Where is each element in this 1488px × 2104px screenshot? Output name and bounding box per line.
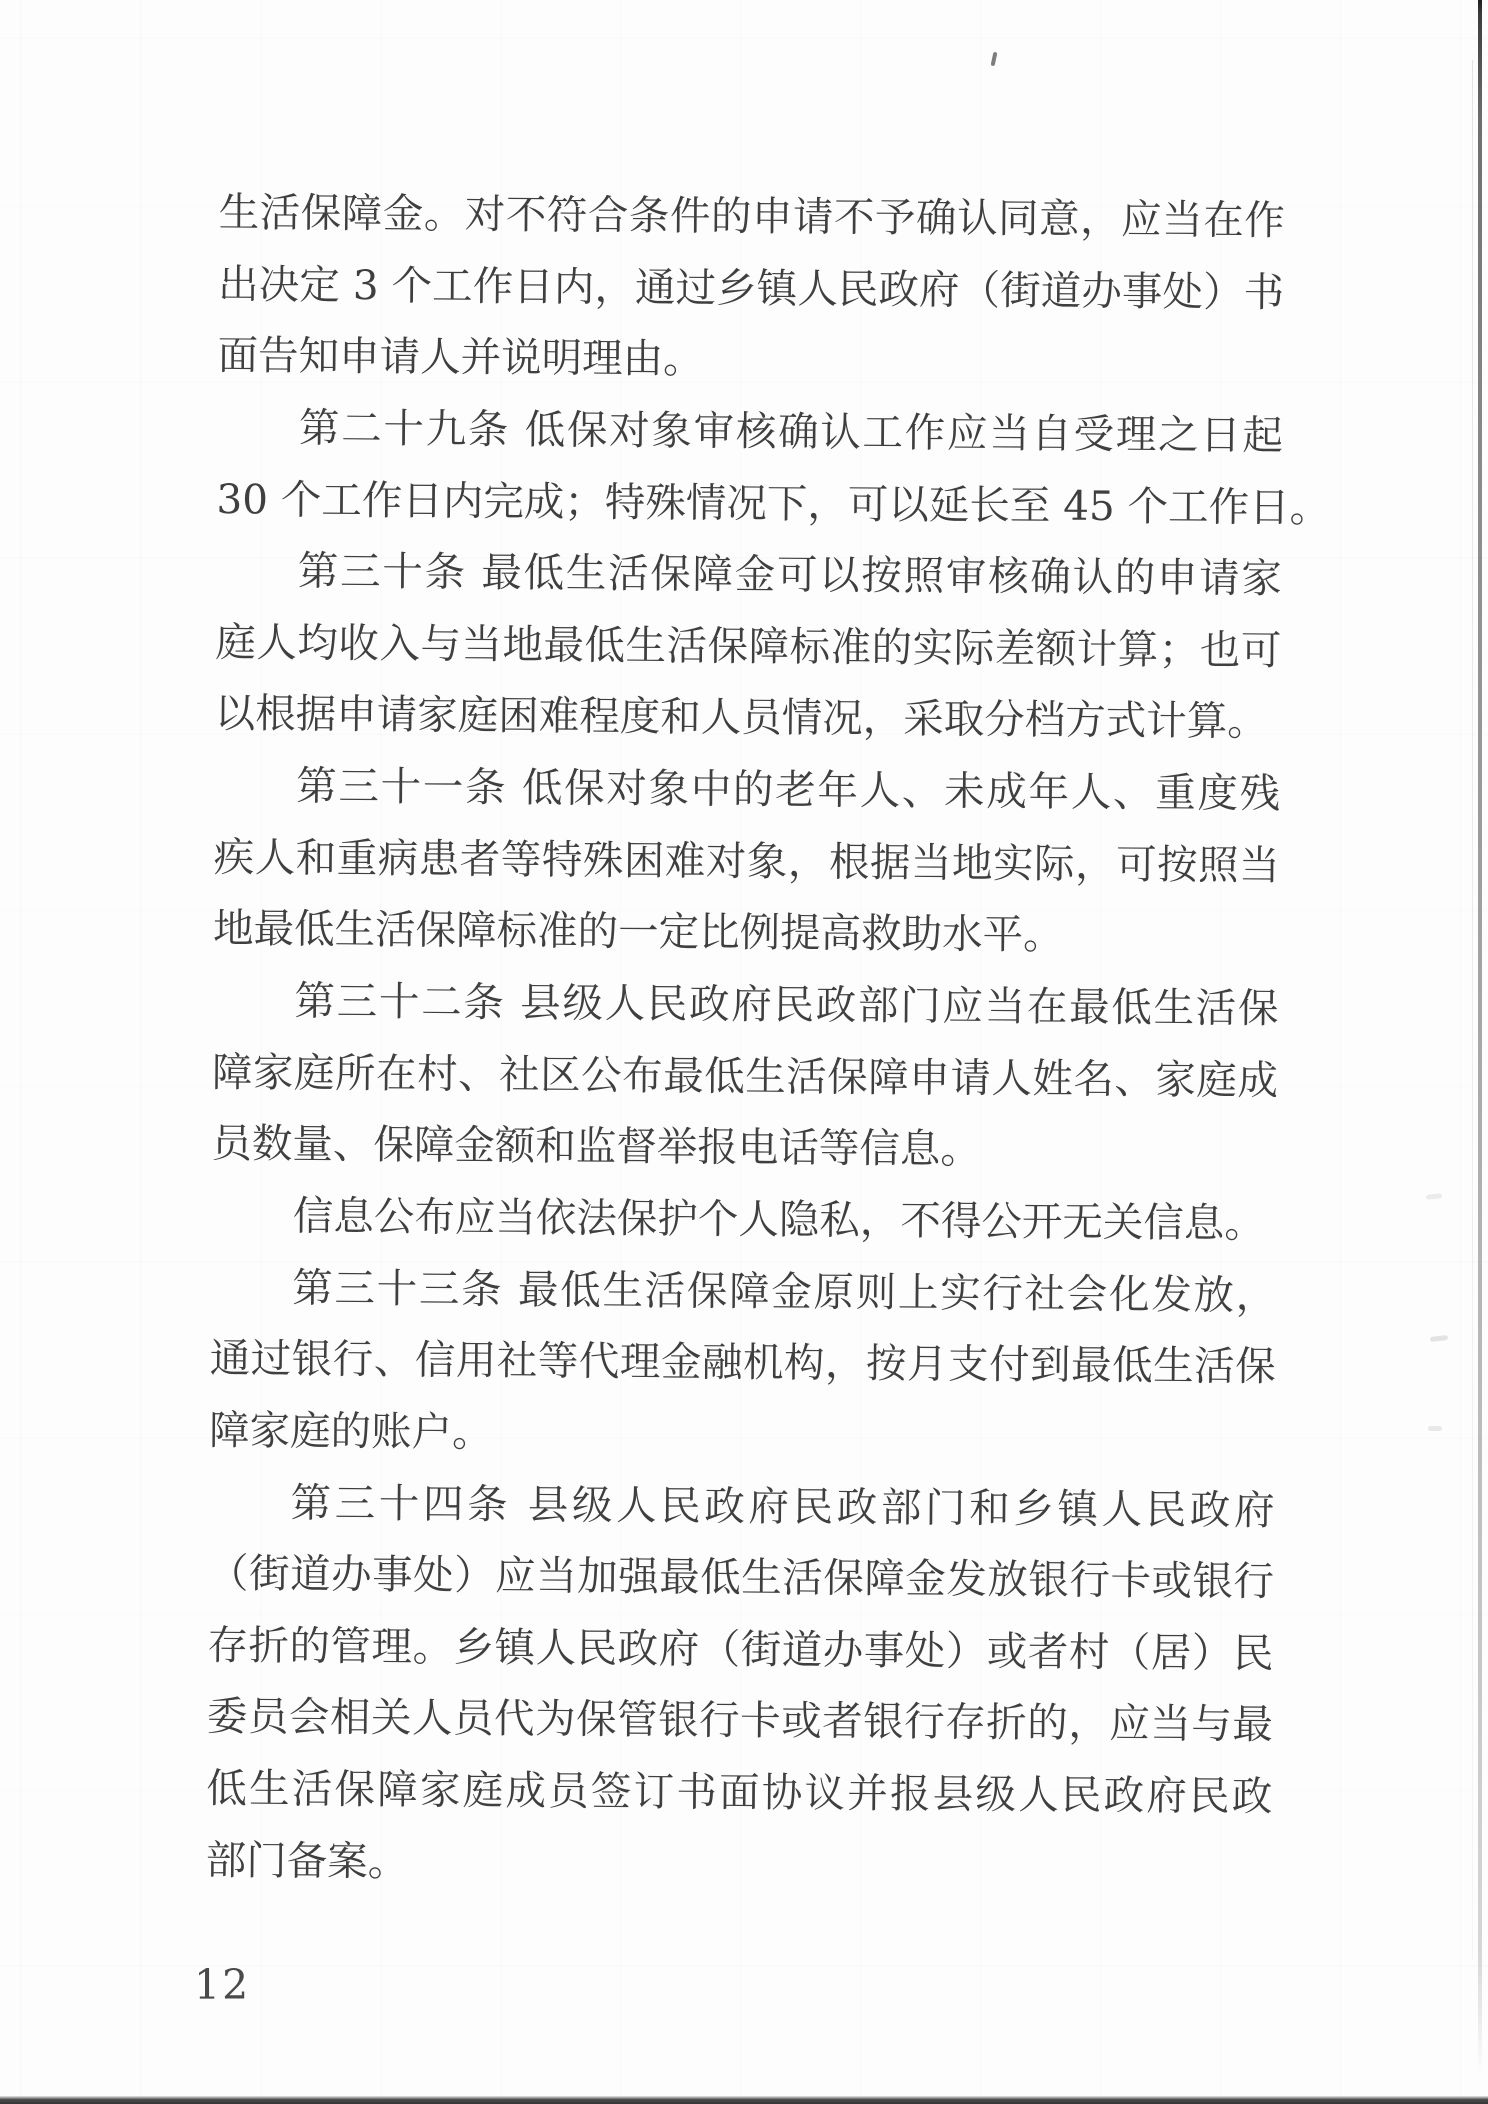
text-line: 出决定 3 个工作日内，通过乡镇人民政府（街道办事处）书 xyxy=(217,259,1285,317)
text-line-article-34: 第三十四条 县级人民政府民政部门和乡镇人民政府 xyxy=(290,1478,1275,1534)
page-number: 12 xyxy=(194,1961,251,2009)
text-line: 庭人均收入与当地最低生活保障标准的实际差额计算；也可 xyxy=(215,617,1282,675)
text-line: 以根据申请家庭困难程度和人员情况，采取分档方式计算。 xyxy=(214,689,1268,746)
text-line-article-31: 第三十一条 低保对象中的老年人、未成年人、重度残 xyxy=(296,761,1281,818)
scan-speck xyxy=(1426,1193,1442,1199)
text-line: 员数量、保障金额和监督举报电话等信息。 xyxy=(211,1119,982,1174)
text-line: 存折的管理。乡镇人民政府（街道办事处）或者村（居）民 xyxy=(207,1620,1274,1678)
document-body xyxy=(205,177,1331,1905)
text-line: 生活保障金。对不符合条件的申请不予确认同意，应当在作 xyxy=(218,187,1285,245)
text-line: 障家庭的账户。 xyxy=(208,1405,493,1457)
scan-speck xyxy=(991,52,998,67)
text-line: 障家庭所在村、社区公布最低生活保障申请人姓名、家庭成 xyxy=(211,1047,1279,1105)
text-line: 面告知申请人并说明理由。 xyxy=(217,331,704,384)
text-line: 信息公布应当依法保护个人隐私，不得公开无关信息。 xyxy=(292,1191,1266,1248)
scan-speck xyxy=(1430,1335,1448,1342)
scan-edge-line-bottom xyxy=(0,2096,1488,2104)
text-line-article-29: 第二十九条 低保对象审核确认工作应当自受理之日起 xyxy=(298,403,1284,460)
text-line: 低生活保障家庭成员签订书面协议并报县级人民政府民政 xyxy=(206,1764,1273,1821)
text-line-article-33: 第三十三条 最低生活保障金原则上实行社会化发放， xyxy=(292,1263,1277,1319)
text-line: 30 个工作日内完成；特殊情况下，可以延长至 45 个工作日。 xyxy=(216,474,1331,532)
text-line: 地最低生活保障标准的一定比例提高救助水平。 xyxy=(212,904,1064,960)
text-line-article-32: 第三十二条 县级人民政府民政部门应当在最低生活保 xyxy=(294,976,1279,1033)
scan-speck xyxy=(1428,1426,1442,1431)
text-line: 部门备案。 xyxy=(205,1835,409,1886)
text-line-article-30: 第三十条 最低生活保障金可以按照审核确认的申请家 xyxy=(297,546,1283,603)
text-line: 疾人和重病患者等特殊困难对象，根据当地实际，可按照当 xyxy=(213,832,1280,890)
scan-edge-line-right-soft xyxy=(1472,60,1473,1960)
scan-edge-line-right xyxy=(1478,0,1482,2104)
text-line: 通过银行、信用社等代理金融机构，按月支付到最低生活保 xyxy=(209,1334,1276,1391)
text-line: （街道办事处）应当加强最低生活保障金发放银行卡或银行 xyxy=(207,1549,1275,1606)
text-line: 委员会相关人员代为保管银行卡或者银行存折的，应当与最 xyxy=(206,1692,1274,1749)
